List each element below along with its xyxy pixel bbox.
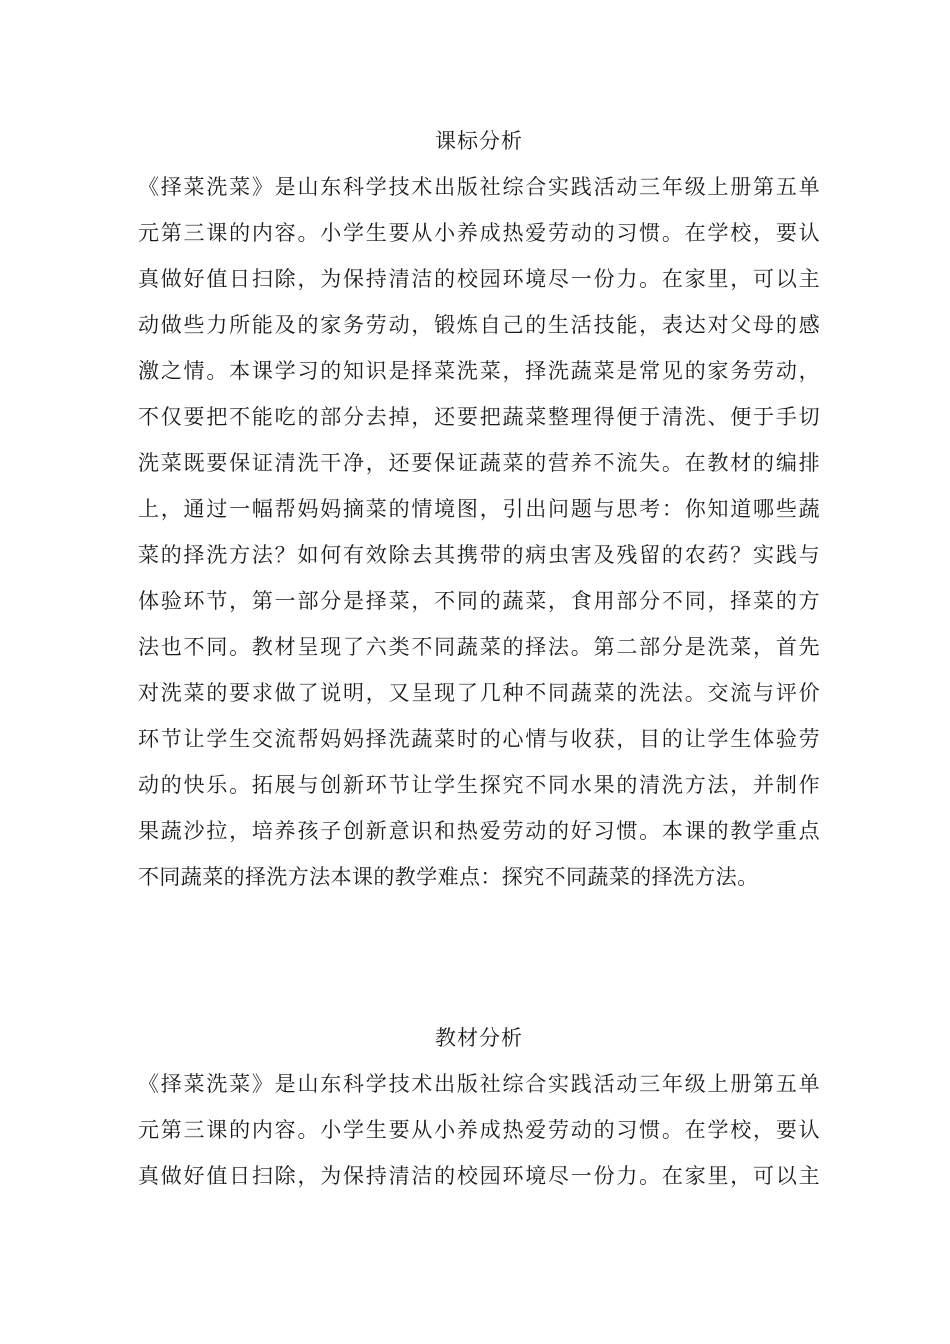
section-curriculum-analysis — [138, 118, 820, 900]
section-textbook-analysis — [138, 1015, 820, 1199]
text-line: 真做好值日扫除，为保持清洁的校园环境尽一份力。在家里，可以主 — [138, 267, 820, 291]
text-line: 环节让学生交流帮妈妈择洗蔬菜时的心情与收获，目的让学生体验劳 — [138, 727, 820, 751]
text-line: 真做好值日扫除，为保持清洁的校园环境尽一份力。在家里，可以主 — [138, 1164, 820, 1188]
text-line: 体验环节，第一部分是择菜，不同的蔬菜，食用部分不同，择菜的方 — [138, 589, 820, 613]
text-line: 不仅要把不能吃的部分去掉，还要把蔬菜整理得便于清洗、便于手切 — [138, 405, 820, 429]
text-line: 《择菜洗菜》是山东科学技术出版社综合实践活动三年级上册第五单 — [138, 1072, 820, 1096]
text-line: 元第三课的内容。小学生要从小养成热爱劳动的习惯。在学校，要认 — [138, 221, 820, 245]
text-line: 动的快乐。拓展与创新环节让学生探究不同水果的清洗方法，并制作 — [138, 773, 820, 797]
text-line: 法也不同。教材呈现了六类不同蔬菜的择法。第二部分是洗菜，首先 — [138, 635, 820, 659]
text-line: 上，通过一幅帮妈妈摘菜的情境图，引出问题与思考：你知道哪些蔬 — [138, 497, 820, 521]
text-line: 元第三课的内容。小学生要从小养成热爱劳动的习惯。在学校，要认 — [138, 1118, 820, 1142]
section-heading: 教材分析 — [435, 1026, 523, 1050]
text-line: 菜的择洗方法？如何有效除去其携带的病虫害及残留的农药？实践与 — [138, 543, 820, 567]
section-body — [138, 1061, 820, 1199]
section-heading: 课标分析 — [435, 129, 523, 153]
section-body — [138, 164, 820, 900]
text-line: 激之情。本课学习的知识是择菜洗菜，择洗蔬菜是常见的家务劳动， — [138, 359, 820, 383]
text-line: 洗菜既要保证清洗干净，还要保证蔬菜的营养不流失。在教材的编排 — [138, 451, 820, 475]
text-line: 《择菜洗菜》是山东科学技术出版社综合实践活动三年级上册第五单 — [138, 175, 820, 199]
text-line-last: 不同蔬菜的择洗方法本课的教学难点：探究不同蔬菜的择洗方法。 — [138, 865, 759, 889]
text-line: 果蔬沙拉，培养孩子创新意识和热爱劳动的好习惯。本课的教学重点 — [138, 819, 820, 843]
text-line: 动做些力所能及的家务劳动，锻炼自己的生活技能，表达对父母的感 — [138, 313, 820, 337]
text-line: 对洗菜的要求做了说明，又呈现了几种不同蔬菜的洗法。交流与评价 — [138, 681, 820, 705]
